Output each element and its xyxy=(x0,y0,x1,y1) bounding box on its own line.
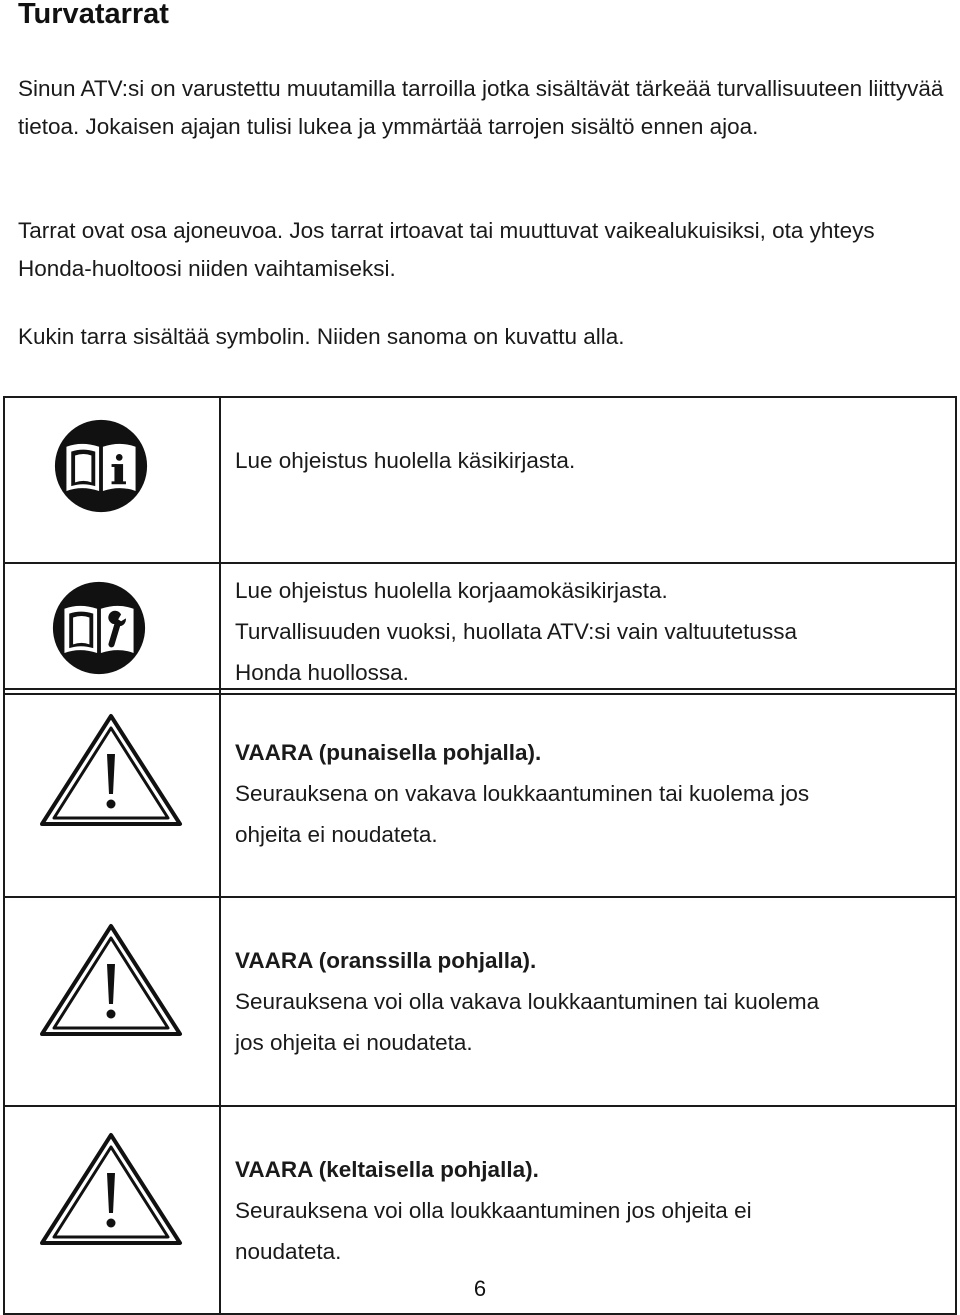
label-description: VAARA (keltaisella pohjalla). Seurauksena voi olla loukkaantuminen jos ohjeita ei noudateta. xyxy=(220,1106,956,1314)
page-title: Turvatarrat xyxy=(18,0,169,30)
label-description: VAARA (oranssilla pohjalla). Seurauksena voi olla vakava loukkaantuminen tai kuolema jos ohjeita ei noudateta. xyxy=(220,897,956,1106)
table-row xyxy=(4,397,956,563)
book-wrench-icon xyxy=(51,580,147,676)
icon-cell xyxy=(4,689,220,897)
icon-cell xyxy=(4,397,220,563)
intro-paragraph: Sinun ATV:si on varustettu muutamilla tarroilla jotka sisältävät tärkeää turvallisuuteen liittyvää tietoa. Jokaisen ajajan tulisi lukea ja ymmärtää tarrojen sisältö ennen ajoa. xyxy=(18,76,944,139)
label-description: Lue ohjeistus huolella käsikirjasta. xyxy=(220,397,956,563)
book-info-icon xyxy=(53,418,149,514)
warning-triangle-icon xyxy=(38,712,184,828)
page-number: 6 xyxy=(473,1276,487,1301)
warning-triangle-icon xyxy=(38,922,184,1038)
warning-triangle-icon xyxy=(38,1131,184,1247)
icon-cell xyxy=(4,897,220,1106)
icon-cell xyxy=(4,563,220,694)
replacement-paragraph: Tarrat ovat osa ajoneuvoa. Jos tarrat irtoavat tai muuttuvat vaikealukuisiksi, ota yhteys Honda-huoltoosi niiden vaihtamiseksi. xyxy=(18,218,875,281)
label-description: VAARA (punaisella pohjalla). Seurauksena on vakava loukkaantuminen tai kuolema jos ohjeita ei noudateta. xyxy=(220,689,956,897)
symbol-table xyxy=(3,396,957,695)
label-description: Lue ohjeistus huolella korjaamokäsikirjasta. Turvallisuuden vuoksi, huollata ATV:si vain valtuutetussa Honda huollossa. xyxy=(220,563,956,694)
table-row xyxy=(4,563,956,694)
symbol-paragraph: Kukin tarra sisältää symbolin. Niiden sanoma on kuvattu alla. xyxy=(18,324,625,349)
warning-table xyxy=(3,688,957,1315)
table-row xyxy=(4,897,956,1106)
table-row xyxy=(4,689,956,897)
